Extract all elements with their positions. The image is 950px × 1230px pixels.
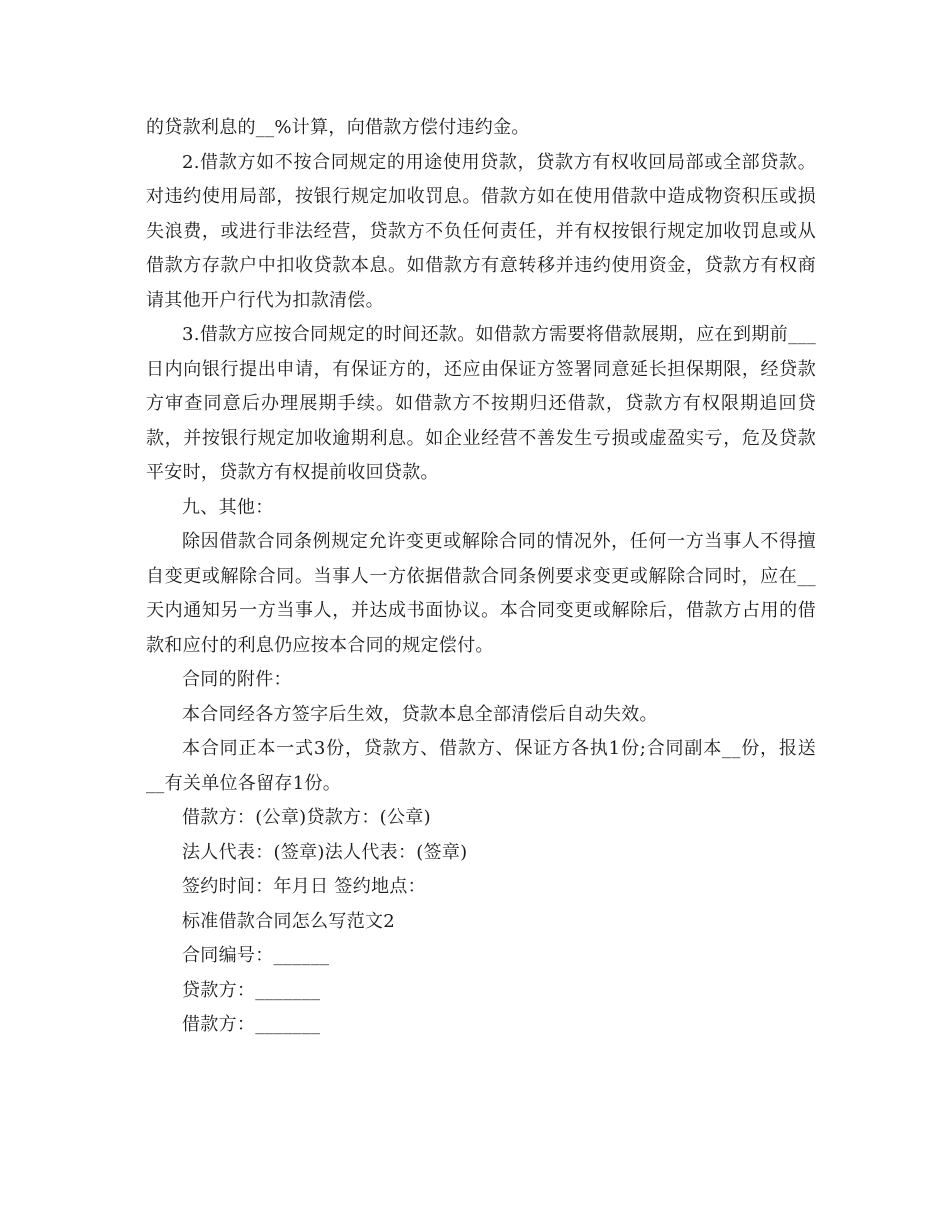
signature-line-representatives: 法人代表：(签章)法人代表：(签章)	[182, 841, 468, 863]
paragraph-clause-2: 2.借款方如不按合同规定的用途使用贷款，贷款方有权收回局部或全部贷款。对违约使用局部，按银行规定加收罚息。借款方如在使用借款中造成物资积压或损失浪费，或进行非法经营，贷款方不负任何责任，并有权按银行规定加收罚息或从借款方存款户中扣收贷款本息。如借款方有意转移并违约使用资金，贷款方有权商请其他开户行代为扣款清偿。	[146, 151, 816, 311]
paragraph-copies: 本合同正本一式3份，贷款方、借款方、保证方各执1份;合同副本__份，报送__有关单位各留存1份。	[146, 738, 816, 794]
section-heading-other: 九、其他：	[182, 496, 274, 518]
field-lender: 贷款方：_______	[182, 979, 321, 1001]
paragraph-effective: 本合同经各方签字后生效，贷款本息全部清偿后自动失效。	[182, 703, 658, 725]
signature-line-seals: 借款方：(公章)贷款方：(公章)	[182, 807, 431, 828]
signature-line-date-place: 签约时间：年月日 签约地点：	[182, 876, 426, 897]
paragraph-penalty-rate: 的贷款利息的__%计算，向借款方偿付违约金。	[146, 117, 530, 138]
document-body	[146, 111, 816, 1043]
field-borrower: 借款方：_______	[182, 1014, 321, 1035]
section-heading-attachments: 合同的附件：	[182, 669, 292, 690]
paragraph-clause-3: 3.借款方应按合同规定的时间还款。如借款方需要将借款展期，应在到期前___日内向银行提出申请，有保证方的，还应由保证方签署同意延长担保期限，经贷款方审查同意后办理展期手续。如借款方不按期归还借款，贷款方有权限期追回贷款，并按银行规定加收逾期利息。如企业经营不善发生亏损或虚盈实亏，危及贷款平安时，贷款方有权提前收回贷款。	[146, 324, 816, 483]
paragraph-contract-change: 除因借款合同条例规定允许变更或解除合同的情况外，任何一方当事人不得擅自变更或解除合同。当事人一方依据借款合同条例要求变更或解除合同时，应在__天内通知另一方当事人，并达成书面协议。本合同变更或解除后，借款方占用的借款和应付的利息仍应按本合同的规定偿付。	[146, 531, 816, 656]
document-subtitle: 标准借款合同怎么写范文2	[182, 910, 396, 932]
field-contract-number: 合同编号：______	[182, 945, 330, 966]
